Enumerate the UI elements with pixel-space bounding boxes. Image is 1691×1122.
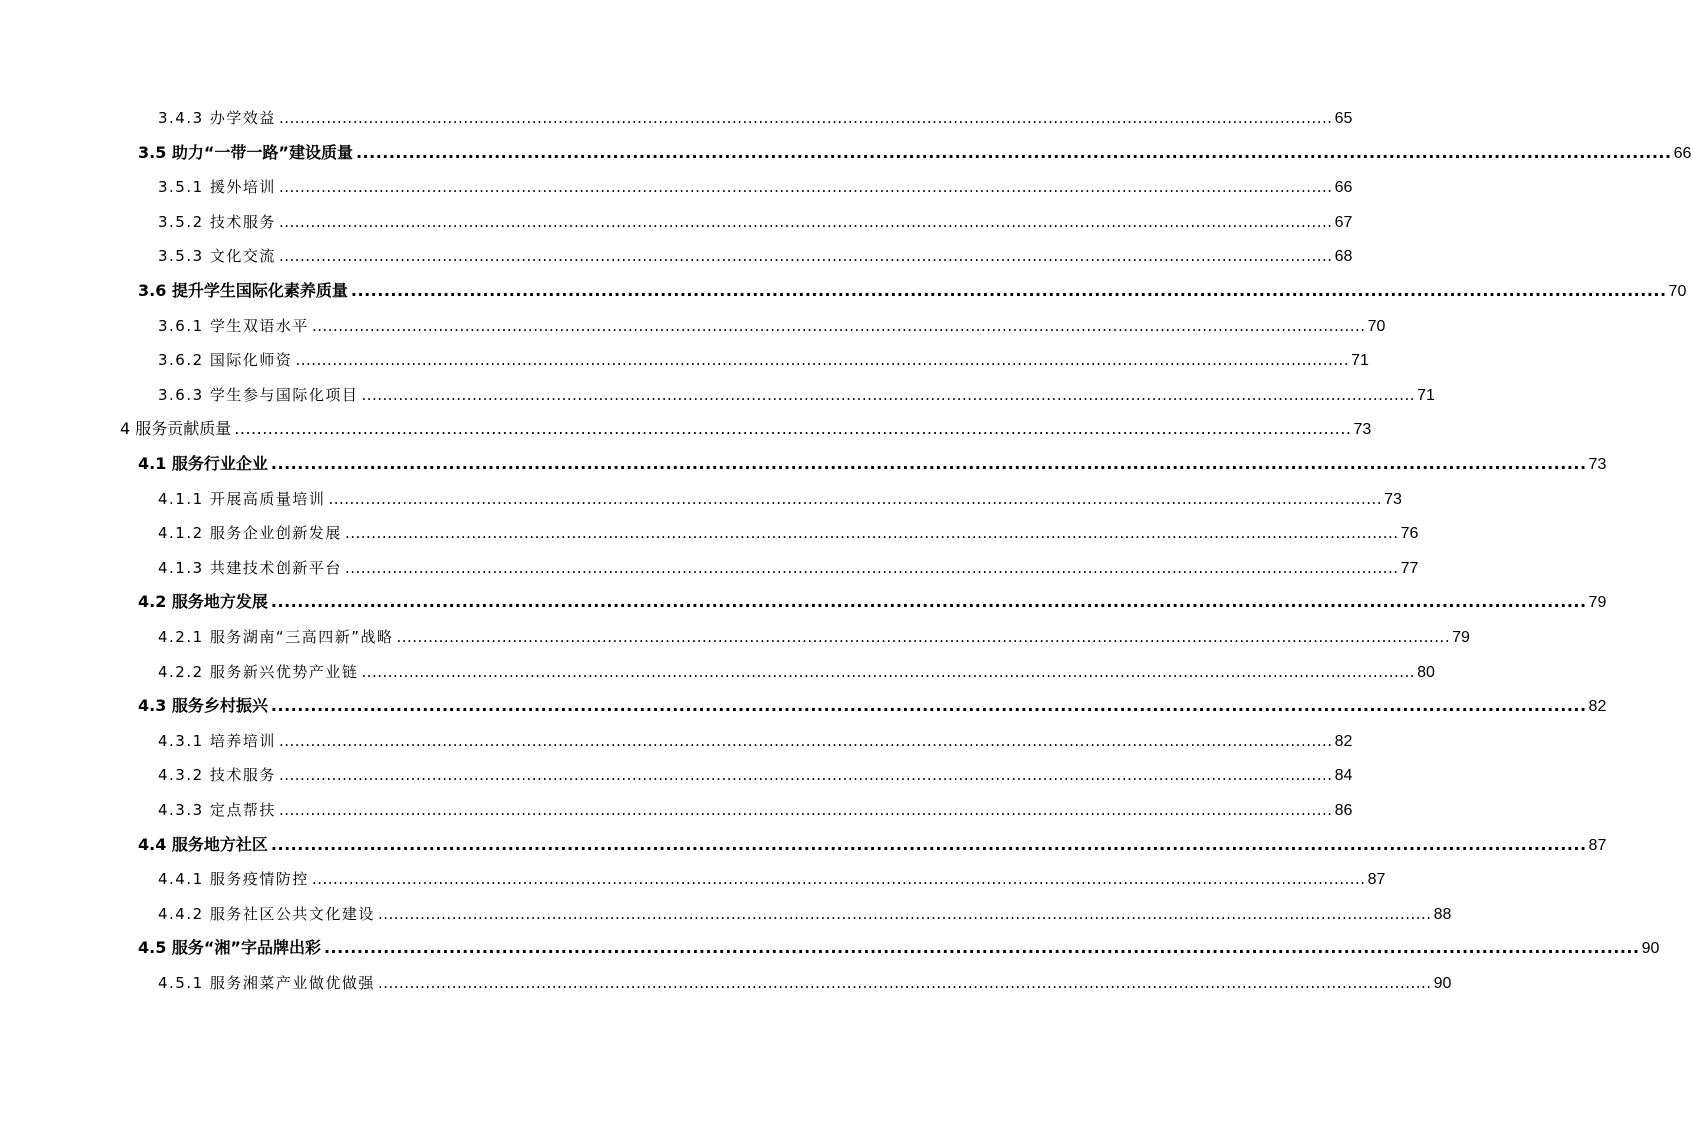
toc-dot-leader: ........................................................................................................................................................................................................ <box>270 696 1587 715</box>
toc-entry-title: 4.2.2 服务新兴优势产业链 <box>158 663 359 681</box>
toc-entry-page-number: 77 <box>1400 560 1419 577</box>
toc-entry[interactable] <box>158 764 1353 786</box>
toc-entry-page-number: 66 <box>1673 145 1691 162</box>
toc-dot-leader: ........................................................................................................................................................................................................ <box>361 386 1416 404</box>
toc-dot-leader: ........................................................................................................................................................................................................ <box>311 317 1366 335</box>
toc-entry-page-number: 80 <box>1417 664 1435 681</box>
toc-entry[interactable] <box>138 695 1607 717</box>
toc-entry[interactable] <box>158 384 1435 406</box>
toc-dot-leader: ........................................................................................................................................................................................................ <box>323 938 1640 957</box>
toc-entry-page-number: 67 <box>1334 214 1353 231</box>
toc-dot-leader: ........................................................................................................................................................................................................ <box>270 454 1587 473</box>
toc-entry[interactable] <box>138 142 1691 164</box>
toc-entry[interactable] <box>120 418 1372 440</box>
toc-dot-leader: ........................................................................................................................................................................................................ <box>278 109 1333 127</box>
toc-entry-title: 3.6 提升学生国际化素养质量 <box>138 281 348 300</box>
toc-entry-title: 3.5 助力“一带一路”建设质量 <box>138 143 353 162</box>
toc-entry[interactable] <box>158 315 1386 337</box>
toc-entry[interactable] <box>158 245 1353 267</box>
toc-entry-title: 4.3.2 技术服务 <box>158 766 276 784</box>
toc-entry-title: 4.3.1 培养培训 <box>158 732 276 750</box>
toc-entry-page-number: 84 <box>1334 767 1353 784</box>
toc-entry-page-number: 66 <box>1334 179 1353 196</box>
toc-dot-leader: ........................................................................................................................................................................................................ <box>278 801 1333 819</box>
toc-entry[interactable] <box>158 730 1353 752</box>
toc-dot-leader: ........................................................................................................................................................................................................ <box>278 732 1333 750</box>
toc-dot-leader: ........................................................................................................................................................................................................ <box>377 905 1432 923</box>
toc-entry-title: 4.1.1 开展高质量培训 <box>158 490 326 508</box>
toc-dot-leader: ........................................................................................................................................................................................................ <box>328 490 1383 508</box>
toc-entry[interactable] <box>138 591 1607 613</box>
toc-dot-leader: ........................................................................................................................................................................................................ <box>355 143 1672 162</box>
toc-entry-page-number: 90 <box>1641 940 1660 957</box>
toc-entry-page-number: 73 <box>1588 456 1607 473</box>
toc-dot-leader: ........................................................................................................................................................................................................ <box>344 559 1399 577</box>
toc-entry[interactable] <box>158 176 1353 198</box>
toc-dot-leader: ........................................................................................................................................................................................................ <box>278 766 1333 784</box>
toc-entry-page-number: 87 <box>1367 871 1386 888</box>
toc-entry-page-number: 65 <box>1334 110 1353 127</box>
toc-entry-page-number: 88 <box>1433 906 1452 923</box>
toc-dot-leader: ........................................................................................................................................................................................................ <box>234 419 1352 438</box>
toc-entry-title: 4.1 服务行业企业 <box>138 454 268 473</box>
toc-entry[interactable] <box>158 661 1435 683</box>
toc-entry-title: 4.4.2 服务社区公共文化建设 <box>158 905 375 923</box>
toc-entry[interactable] <box>158 972 1452 994</box>
toc-entry[interactable] <box>158 903 1452 925</box>
toc-entry[interactable] <box>158 557 1419 579</box>
toc-dot-leader: ........................................................................................................................................................................................................ <box>295 351 1350 369</box>
toc-entry[interactable] <box>138 453 1607 475</box>
toc-entry-title: 4.4.1 服务疫情防控 <box>158 870 309 888</box>
toc-entry-title: 4.2.1 服务湖南“三高四新”战略 <box>158 628 394 646</box>
toc-dot-leader: ........................................................................................................................................................................................................ <box>278 213 1333 231</box>
toc-dot-leader: ........................................................................................................................................................................................................ <box>396 628 1451 646</box>
toc-entry-title: 4.1.2 服务企业创新发展 <box>158 524 342 542</box>
toc-entry[interactable] <box>158 488 1402 510</box>
toc-entry[interactable] <box>138 937 1660 959</box>
toc-entry[interactable] <box>138 280 1687 302</box>
toc-dot-leader: ........................................................................................................................................................................................................ <box>270 835 1587 854</box>
toc-entry-page-number: 73 <box>1384 491 1402 508</box>
toc-entry-title: 3.4.3 办学效益 <box>158 109 276 127</box>
toc-entry-page-number: 70 <box>1367 318 1386 335</box>
toc-dot-leader: ........................................................................................................................................................................................................ <box>344 524 1399 542</box>
toc-entry[interactable] <box>158 626 1470 648</box>
toc-entry-page-number: 73 <box>1353 421 1372 438</box>
toc-entry-page-number: 76 <box>1400 525 1419 542</box>
toc-entry-title: 4.3 服务乡村振兴 <box>138 696 268 715</box>
toc-entry-title: 4.2 服务地方发展 <box>138 592 268 611</box>
toc-entry-title: 4.3.3 定点帮扶 <box>158 801 276 819</box>
toc-dot-leader: ........................................................................................................................................................................................................ <box>350 281 1667 300</box>
toc-entry[interactable] <box>158 349 1369 371</box>
toc-entry-page-number: 70 <box>1668 283 1687 300</box>
toc-entry-title: 4.5 服务“湘”字品牌出彩 <box>138 938 321 957</box>
toc-entry[interactable] <box>158 868 1386 890</box>
toc-entry-title: 3.5.2 技术服务 <box>158 213 276 231</box>
toc-entry-title: 4.1.3 共建技术创新平台 <box>158 559 342 577</box>
toc-entry-title: 3.6.1 学生双语水平 <box>158 317 309 335</box>
toc-entry[interactable] <box>158 211 1353 233</box>
toc-dot-leader: ........................................................................................................................................................................................................ <box>278 178 1333 196</box>
toc-entry[interactable] <box>158 799 1353 821</box>
toc-entry[interactable] <box>158 107 1353 129</box>
toc-dot-leader: ........................................................................................................................................................................................................ <box>311 870 1366 888</box>
toc-dot-leader: ........................................................................................................................................................................................................ <box>361 663 1416 681</box>
toc-entry[interactable] <box>158 522 1419 544</box>
toc-dot-leader: ........................................................................................................................................................................................................ <box>270 592 1587 611</box>
toc-entry-page-number: 86 <box>1334 802 1353 819</box>
toc-entry-page-number: 71 <box>1417 387 1435 404</box>
toc-entry-page-number: 87 <box>1588 837 1607 854</box>
toc-entry-page-number: 71 <box>1351 352 1369 369</box>
toc-entry-page-number: 68 <box>1334 248 1353 265</box>
toc-entry-title: 4.4 服务地方社区 <box>138 835 268 854</box>
toc-entry-page-number: 82 <box>1588 698 1607 715</box>
toc-entry-page-number: 79 <box>1588 594 1607 611</box>
toc-entry[interactable] <box>138 834 1607 856</box>
toc-entry-page-number: 90 <box>1433 975 1452 992</box>
toc-entry-title: 3.6.2 国际化师资 <box>158 351 293 369</box>
toc-entry-page-number: 79 <box>1452 629 1470 646</box>
toc-entry-title: 3.5.3 文化交流 <box>158 247 276 265</box>
toc-dot-leader: ........................................................................................................................................................................................................ <box>278 247 1333 265</box>
toc-entry-title: 4 服务贡献质量 <box>120 419 232 438</box>
toc-entry-title: 3.5.1 援外培训 <box>158 178 276 196</box>
toc-dot-leader: ........................................................................................................................................................................................................ <box>377 974 1432 992</box>
toc-entry-title: 4.5.1 服务湘菜产业做优做强 <box>158 974 375 992</box>
toc-entry-page-number: 82 <box>1334 733 1353 750</box>
toc-entry-title: 3.6.3 学生参与国际化项目 <box>158 386 359 404</box>
